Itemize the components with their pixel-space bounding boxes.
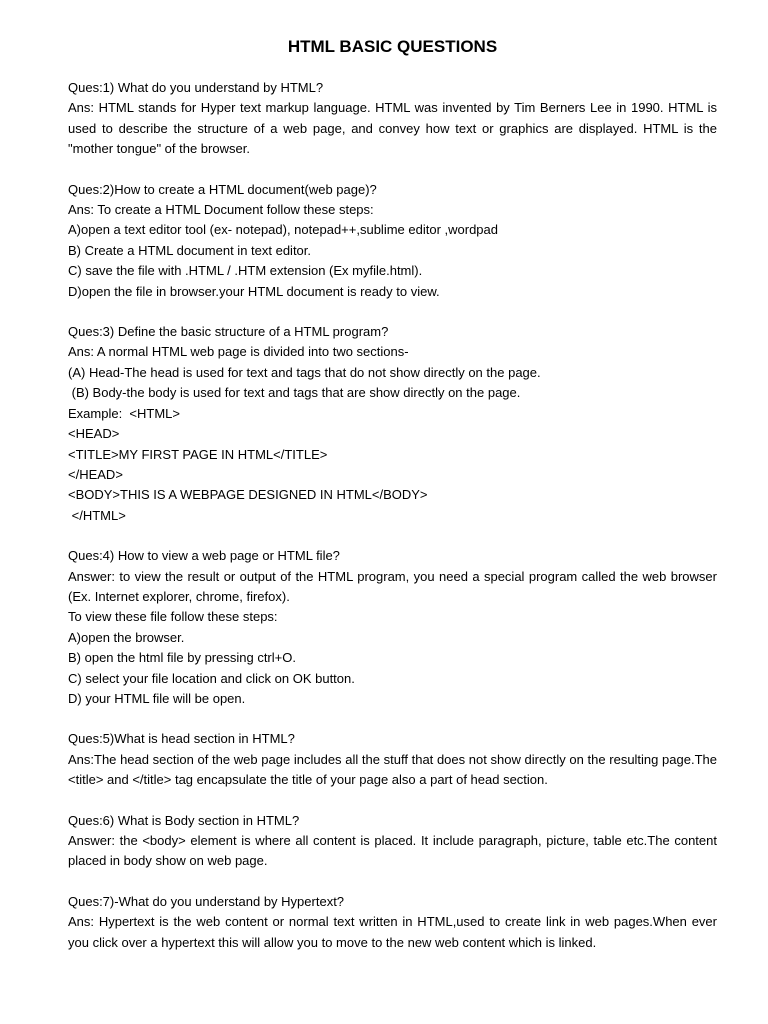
qa-block-3 (68, 322, 717, 526)
question-5: Ques:5)What is head section in HTML? (68, 731, 295, 747)
answer-2-line: C) save the file with .HTML / .HTM extension (Ex myfile.html). (68, 263, 423, 279)
answer-4-line: To view these file follow these steps: (68, 609, 278, 625)
qa-block-2 (68, 180, 717, 302)
answer-2-line: D)open the file in browser.your HTML document is ready to view. (68, 283, 440, 299)
answer-5: Ans:The head section of the web page includes all the stuff that does not show directly on the resulting page.The <title> and </title> tag encapsulate the title of your page also a part of head section. (68, 751, 717, 788)
answer-3-line: Example: <HTML> (68, 405, 180, 421)
answer-4: Answer: to view the result or output of the HTML program, you need a special program called the web browser (Ex. Internet explorer, chrome, firefox). (68, 568, 717, 604)
code-line: </HEAD> (68, 466, 123, 482)
answer-1: Ans: HTML stands for Hyper text markup language. HTML was invented by Tim Berners Lee in 1990. HTML is used to describe the structure of a web page, and convey how text or graphics are displayed. HTML is the "mother tongue" of the browser. (68, 100, 717, 157)
document-title: HTML BASIC QUESTIONS (287, 37, 498, 56)
answer-4-line: A)open the browser. (68, 629, 185, 645)
answer-2: Ans: To create a HTML Document follow these steps: (68, 202, 374, 218)
question-4: Ques:4) How to view a web page or HTML file? (68, 548, 340, 564)
answer-4-line: C) select your file location and click on OK button. (68, 670, 355, 686)
question-2: Ques:2)How to create a HTML document(web page)? (68, 181, 377, 197)
qa-block-5 (68, 729, 717, 790)
answer-7: Ans: Hypertext is the web content or normal text written in HTML,used to create link in web pages.When ever you click over a hypertext this will allow you to move to the new web content which is linked. (68, 914, 717, 950)
answer-2-line: A)open a text editor tool (ex- notepad), notepad++,sublime editor ,wordpad (68, 222, 498, 238)
answer-6: Answer: the <body> element is where all content is placed. It include paragraph, picture, table etc.The content placed in body show on web page. (68, 833, 717, 869)
qa-block-6 (68, 811, 717, 872)
question-3: Ques:3) Define the basic structure of a HTML program? (68, 324, 389, 340)
qa-block-7 (68, 892, 717, 953)
question-7: Ques:7)-What do you understand by Hypertext? (68, 893, 345, 909)
qa-block-1 (68, 78, 717, 160)
code-line: <HEAD> (68, 426, 120, 442)
code-line: <TITLE>MY FIRST PAGE IN HTML</TITLE> (68, 446, 328, 462)
answer-4-line: D) your HTML file will be open. (68, 690, 246, 706)
code-line: <BODY>THIS IS A WEBPAGE DESIGNED IN HTML</BODY> (68, 487, 428, 503)
document-page (68, 36, 717, 973)
question-6: Ques:6) What is Body section in HTML? (68, 812, 300, 828)
qa-block-4 (68, 546, 717, 709)
answer-4-line: B) open the html file by pressing ctrl+O. (68, 650, 296, 666)
answer-3-line: (B) Body-the body is used for text and tags that are show directly on the page. (68, 385, 521, 401)
question-1: Ques:1) What do you understand by HTML? (68, 80, 324, 95)
answer-3-line: (A) Head-The head is used for text and tags that do not show directly on the page. (68, 364, 541, 380)
answer-2-line: B) Create a HTML document in text editor. (68, 242, 312, 258)
answer-3: Ans: A normal HTML web page is divided into two sections- (68, 344, 409, 360)
code-line: </HTML> (68, 507, 126, 523)
